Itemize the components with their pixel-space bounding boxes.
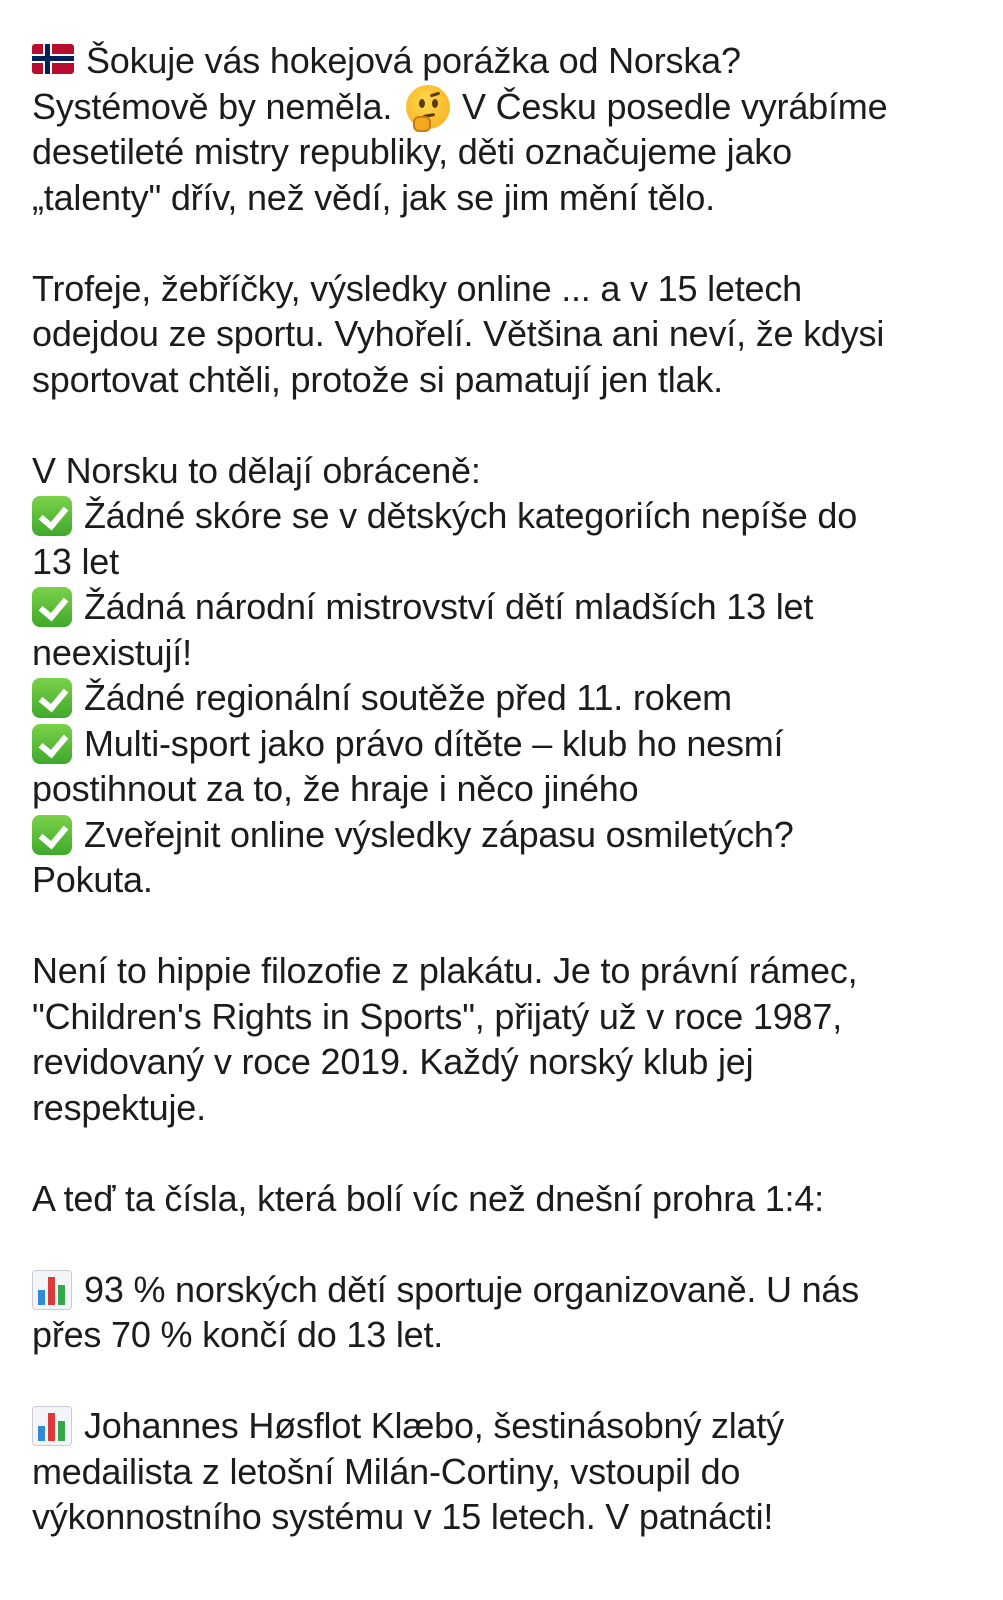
list-item: Zveřejnit online výsledky zápasu osmiletých?	[32, 812, 982, 858]
list-item-continuation: postihnout za to, že hraje i něco jiného	[32, 768, 639, 809]
intro-line-2a: Systémově by neměla.	[32, 85, 393, 127]
framework-line-1: Není to hippie filozofie z plakátu. Je to právní rámec,	[32, 950, 858, 991]
bar-chart-icon	[32, 1270, 72, 1310]
check-icon	[32, 815, 72, 855]
framework-line-3: revidovaný v roce 2019. Každý norský klub jej	[32, 1041, 754, 1082]
intro-paragraph	[32, 38, 982, 220]
check-icon	[32, 724, 72, 764]
list-item: Žádné skóre se v dětských kategoriích nepíše do	[32, 493, 982, 539]
framework-paragraph	[32, 948, 982, 1130]
check-icon	[32, 678, 72, 718]
framework-line-2: "Children's Rights in Sports", přijatý už v roce 1987,	[32, 995, 842, 1037]
list-item: Žádné regionální soutěže před 11. rokem	[32, 675, 982, 721]
intro-line-4: „talenty" dřív, než vědí, jak se jim mění tělo.	[32, 176, 715, 218]
burnout-line-3: sportovat chtěli, protože si pamatují jen tlak.	[32, 358, 723, 400]
norway-heading: V Norsku to dělají obráceně:	[32, 449, 481, 491]
framework-line-4: respektuje.	[32, 1086, 206, 1128]
numbers-intro: A teď ta čísla, která bolí víc než dnešní prohra 1:4:	[32, 1177, 824, 1219]
norway-list	[32, 448, 982, 903]
list-item-continuation: Pokuta.	[32, 859, 153, 900]
stat-paragraph: Johannes Høsflot Klæbo, šestinásobný zlatý medailista z letošní Milán-Cortiny, vstoupil do výkonnostního systému v 15 letech. V patnácti!	[32, 1405, 784, 1537]
burnout-line-1: Trofeje, žebříčky, výsledky online ... a v 15 letech	[32, 267, 802, 309]
post-text	[32, 38, 982, 1540]
list-item: Multi-sport jako právo dítěte – klub ho nesmí	[32, 721, 982, 767]
burnout-paragraph	[32, 266, 982, 403]
stat-paragraph: 93 % norských dětí sportuje organizovaně. U nás přes 70 % končí do 13 let.	[32, 1268, 860, 1355]
intro-line-3: desetileté mistry republiky, děti označujeme jako	[32, 131, 792, 172]
thinking-face-icon	[406, 85, 450, 129]
burnout-line-2: odejdou ze sportu. Vyhořelí. Většina ani neví, že kdysi	[32, 313, 885, 354]
intro-line-2b: V Česku posedle vyrábíme	[461, 85, 888, 127]
check-icon	[32, 496, 72, 536]
bar-chart-icon	[32, 1406, 72, 1446]
list-item: Žádná národní mistrovství dětí mladších 13 let	[32, 584, 982, 630]
intro-line-1: Šokuje vás hokejová porážka od Norska?	[86, 40, 741, 81]
check-icon	[32, 587, 72, 627]
list-item-continuation: 13 let	[32, 540, 119, 582]
list-item-continuation: neexistují!	[32, 631, 192, 673]
norway-flag-icon	[32, 44, 74, 74]
